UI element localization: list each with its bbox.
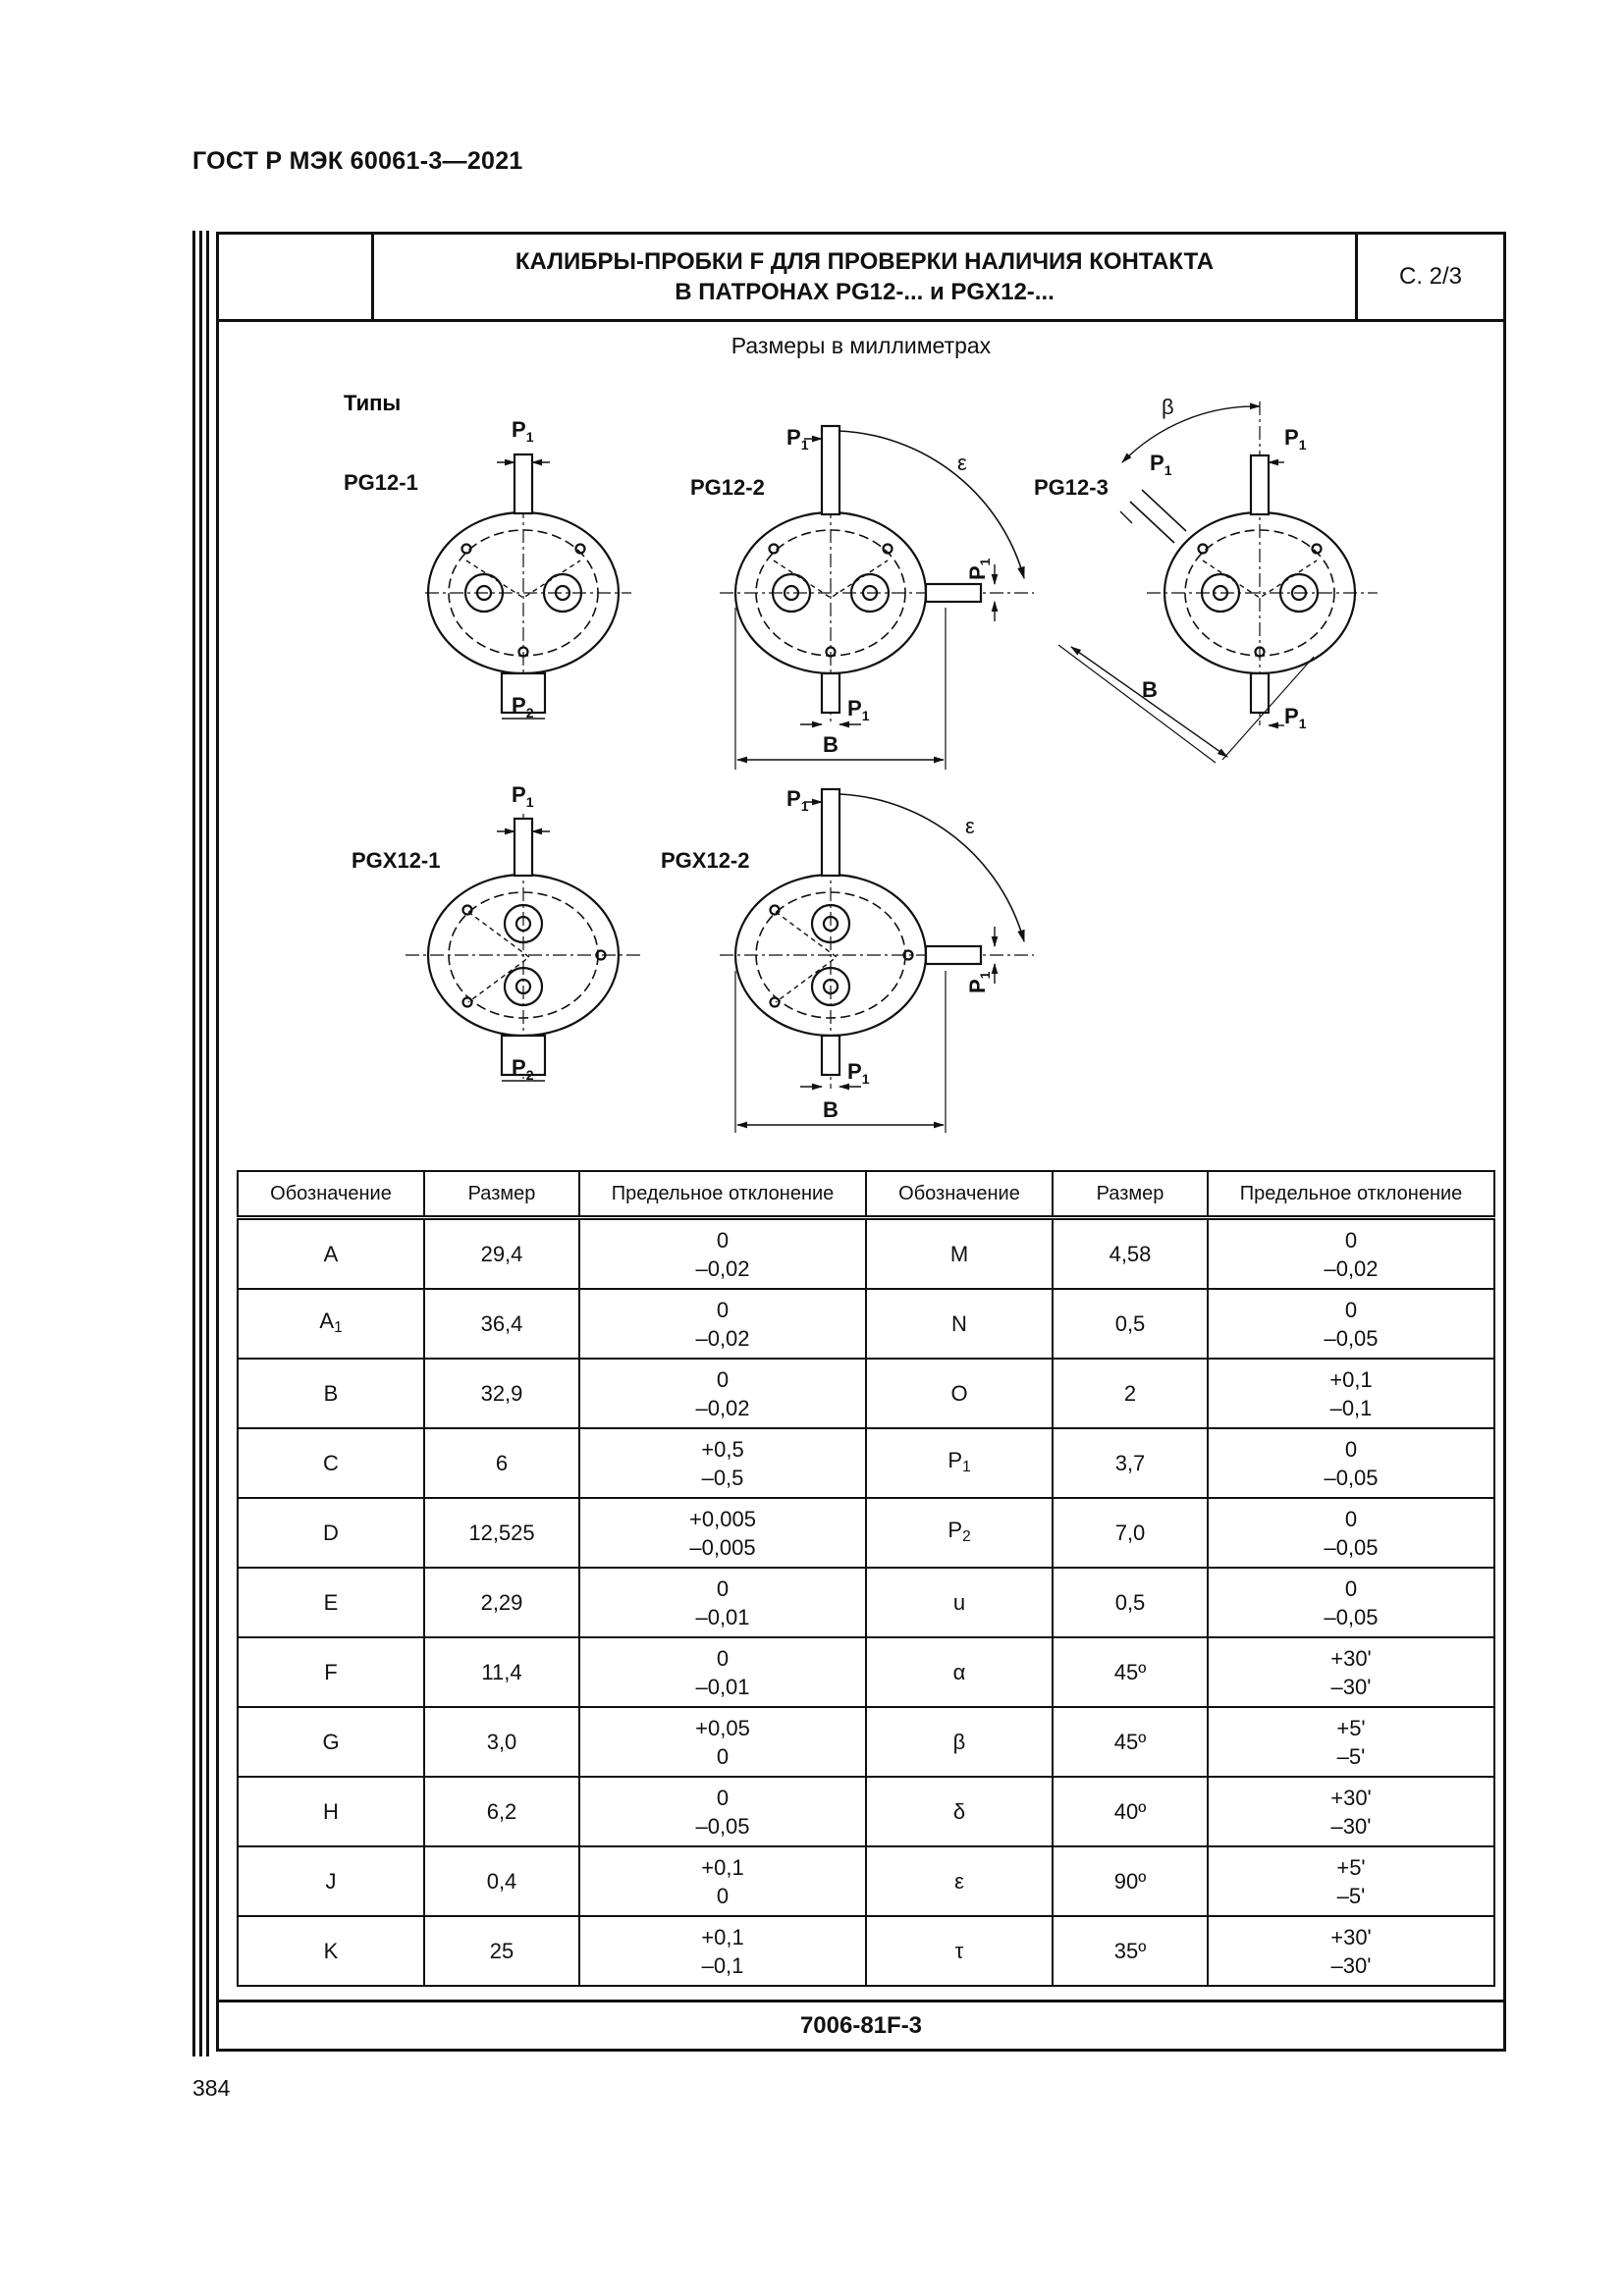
types-label: Типы <box>344 391 402 415</box>
size-cell: 29,4 <box>424 1218 579 1290</box>
tolerance-cell: 0 –0,01 <box>579 1637 866 1707</box>
tolerance-cell: 0 –0,02 <box>579 1289 866 1359</box>
tolerance-cell: +5' –5' <box>1208 1707 1494 1777</box>
units-note: Размеры в миллиметрах <box>731 333 992 358</box>
pgx12-2-p1-bottom: $P_1$ <box>847 1059 870 1087</box>
pgx12-2-b-label: B <box>823 1097 839 1122</box>
pgx12-2-p1-top: $P_1$ <box>786 786 809 814</box>
gauge-pg12-3 <box>1034 395 1378 763</box>
pg12-2-epsilon: ε <box>957 451 967 475</box>
tolerance-cell: +0,1 –0,1 <box>1208 1359 1494 1428</box>
pg12-2-b-label: B <box>823 732 839 757</box>
table-row <box>238 1218 1494 1290</box>
designation-cell: C <box>238 1428 424 1498</box>
pgx12-1-p2-label: $P_2$ <box>512 1055 534 1083</box>
size-cell: 2 <box>1053 1359 1208 1428</box>
col-header: Предельное отклонение <box>1208 1171 1494 1218</box>
pg12-3-beta: β <box>1162 395 1174 419</box>
size-cell: 36,4 <box>424 1289 579 1359</box>
size-cell: 45º <box>1053 1707 1208 1777</box>
page-number: 384 <box>192 2075 231 2101</box>
col-header: Размер <box>1053 1171 1208 1218</box>
pg12-2-p1-bottom: $P_1$ <box>847 696 870 723</box>
binding-line <box>192 231 195 2056</box>
designation-cell: u <box>866 1568 1053 1637</box>
gauge-pg12-2 <box>690 425 1034 770</box>
designation-cell: J <box>238 1846 424 1916</box>
tolerance-cell: 0 –0,02 <box>579 1359 866 1428</box>
pg12-1-p2-label: $P_2$ <box>512 693 534 721</box>
tolerance-cell: +30' –30' <box>1208 1637 1494 1707</box>
gauge-pgx12-2 <box>661 786 1034 1133</box>
pg12-2-label: PG12-2 <box>690 475 765 500</box>
pgx12-2-p1-side: $P_1$ <box>965 971 993 993</box>
gauge-pgx12-1 <box>352 782 641 1083</box>
tolerance-cell: 0 –0,05 <box>579 1777 866 1846</box>
standard-header: ГОСТ Р МЭК 60061-3—2021 <box>192 147 523 175</box>
tolerance-cell: 0 –0,02 <box>579 1218 866 1290</box>
pgx12-2-label: PGX12-2 <box>661 848 750 873</box>
tolerance-cell: +0,005 –0,005 <box>579 1498 866 1568</box>
tolerance-cell: 0 –0,05 <box>1208 1289 1494 1359</box>
pg12-3-p1-bottom: $P_1$ <box>1284 704 1307 731</box>
table-row <box>238 1777 1494 1846</box>
tolerance-cell: +0,05 0 <box>579 1707 866 1777</box>
designation-cell: O <box>866 1359 1053 1428</box>
pg12-3-p1-diag: $P_1$ <box>1150 451 1172 478</box>
tolerance-cell: +0,1 0 <box>579 1846 866 1916</box>
size-cell: 6 <box>424 1428 579 1498</box>
size-cell: 3,0 <box>424 1707 579 1777</box>
tolerance-cell: +0,5 –0,5 <box>579 1428 866 1498</box>
binding-line <box>199 231 202 2056</box>
table-header-row <box>238 1171 1494 1218</box>
size-cell: 0,4 <box>424 1846 579 1916</box>
designation-cell: B <box>238 1359 424 1428</box>
drawing-code: 7006-81F-3 <box>219 2000 1503 2049</box>
gauge-drawings <box>219 235 1503 1157</box>
table-row <box>238 1359 1494 1428</box>
title-line-2: В ПАТРОНАХ PG12-... и PGX12-... <box>675 279 1055 305</box>
col-header: Обозначение <box>866 1171 1053 1218</box>
col-header: Размер <box>424 1171 579 1218</box>
pgx12-1-p1-label: $P_1$ <box>512 782 534 810</box>
tolerance-cell: 0 –0,05 <box>1208 1568 1494 1637</box>
size-cell: 11,4 <box>424 1637 579 1707</box>
sheet-frame <box>216 232 1506 2052</box>
size-cell: 35º <box>1053 1916 1208 1986</box>
designation-cell: τ <box>866 1916 1053 1986</box>
size-cell: 2,29 <box>424 1568 579 1637</box>
size-cell: 3,7 <box>1053 1428 1208 1498</box>
designation-cell: D <box>238 1498 424 1568</box>
size-cell: 45º <box>1053 1637 1208 1707</box>
designation-cell: $P_2$ <box>866 1498 1053 1568</box>
gauge-pg12-1 <box>344 417 631 721</box>
designation-cell: $P_1$ <box>866 1428 1053 1498</box>
tolerance-cell: +30' –30' <box>1208 1916 1494 1986</box>
designation-cell: F <box>238 1637 424 1707</box>
size-cell: 4,58 <box>1053 1218 1208 1290</box>
size-cell: 25 <box>424 1916 579 1986</box>
dimensions-table <box>237 1170 1495 1987</box>
table-row <box>238 1916 1494 1986</box>
pgx12-1-label: PGX12-1 <box>352 848 441 873</box>
table-row <box>238 1846 1494 1916</box>
table-row <box>238 1637 1494 1707</box>
designation-cell: E <box>238 1568 424 1637</box>
size-cell: 90º <box>1053 1846 1208 1916</box>
size-cell: 7,0 <box>1053 1498 1208 1568</box>
designation-cell: $A_1$ <box>238 1289 424 1359</box>
pg12-2-p1-side: $P_1$ <box>965 558 993 580</box>
tolerance-cell: 0 –0,05 <box>1208 1428 1494 1498</box>
table-row <box>238 1568 1494 1637</box>
sheet-number: С. 2/3 <box>1398 263 1463 290</box>
table-row <box>238 1289 1494 1359</box>
tolerance-cell: +5' –5' <box>1208 1846 1494 1916</box>
pgx12-2-epsilon: ε <box>965 814 975 838</box>
designation-cell: ε <box>866 1846 1053 1916</box>
col-header: Предельное отклонение <box>579 1171 866 1218</box>
size-cell: 32,9 <box>424 1359 579 1428</box>
tolerance-cell: 0 –0,02 <box>1208 1218 1494 1290</box>
designation-cell: G <box>238 1707 424 1777</box>
pg12-3-p1-top: $P_1$ <box>1284 425 1307 453</box>
pg12-1-p1-label: $P_1$ <box>512 417 534 445</box>
pg12-1-label: PG12-1 <box>344 470 418 495</box>
designation-cell: N <box>866 1289 1053 1359</box>
pg12-3-label: PG12-3 <box>1034 475 1109 500</box>
designation-cell: α <box>866 1637 1053 1707</box>
designation-cell: β <box>866 1707 1053 1777</box>
binding-line <box>206 231 209 2056</box>
table-row <box>238 1428 1494 1498</box>
designation-cell: M <box>866 1218 1053 1290</box>
size-cell: 12,525 <box>424 1498 579 1568</box>
tolerance-cell: 0 –0,01 <box>579 1568 866 1637</box>
tolerance-cell: +0,1 –0,1 <box>579 1916 866 1986</box>
designation-cell: H <box>238 1777 424 1846</box>
size-cell: 0,5 <box>1053 1289 1208 1359</box>
tolerance-cell: 0 –0,05 <box>1208 1498 1494 1568</box>
size-cell: 40º <box>1053 1777 1208 1846</box>
designation-cell: K <box>238 1916 424 1986</box>
pg12-3-b-label: B <box>1142 677 1158 702</box>
designation-cell: δ <box>866 1777 1053 1846</box>
col-header: Обозначение <box>238 1171 424 1218</box>
tolerance-cell: +30' –30' <box>1208 1777 1494 1846</box>
size-cell: 0,5 <box>1053 1568 1208 1637</box>
designation-cell: A <box>238 1218 424 1290</box>
size-cell: 6,2 <box>424 1777 579 1846</box>
table-row <box>238 1707 1494 1777</box>
title-line-1: КАЛИБРЫ-ПРОБКИ F ДЛЯ ПРОВЕРКИ НАЛИЧИЯ КОНТАКТА <box>514 248 1215 275</box>
pg12-2-p1-top: $P_1$ <box>786 425 809 453</box>
table-row <box>238 1498 1494 1568</box>
